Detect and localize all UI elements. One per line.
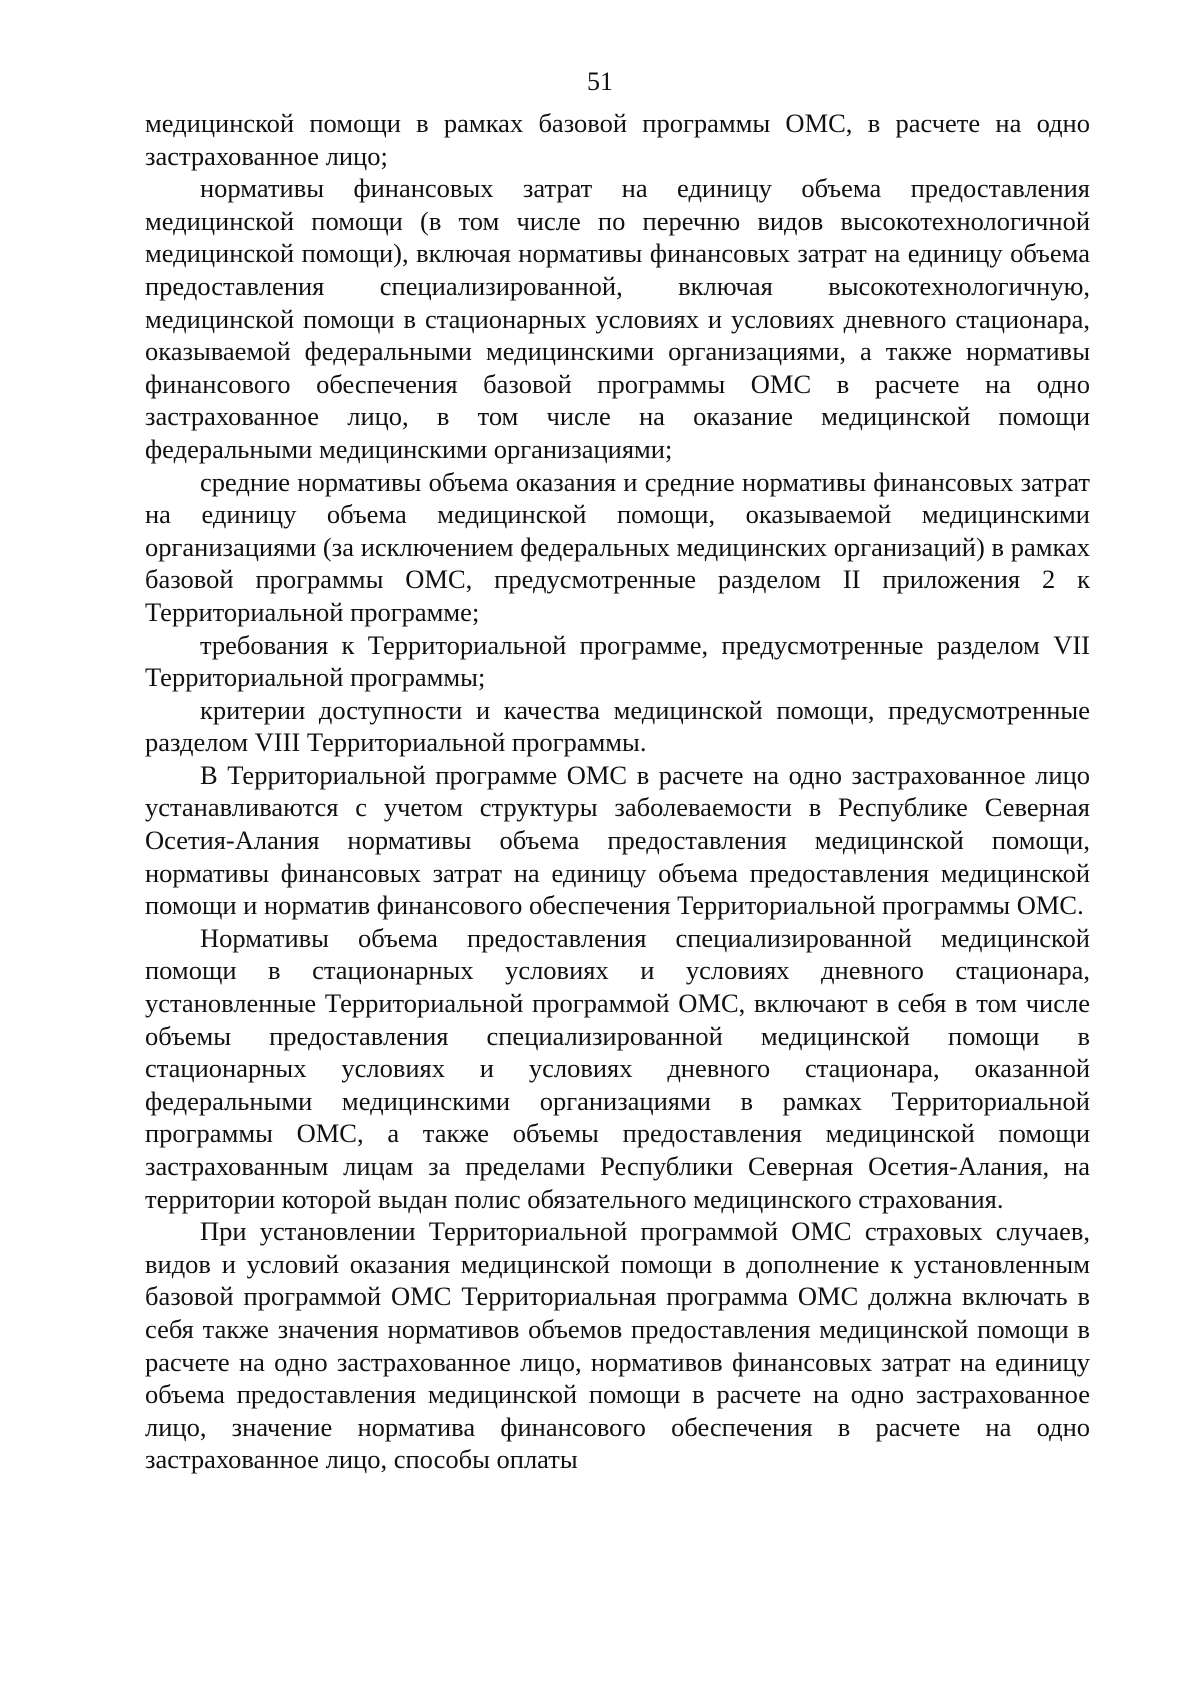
paragraph-continuation: медицинской помощи в рамках базовой программы ОМС, в расчете на одно застрахованное лицо;	[145, 108, 1090, 171]
paragraph-specialized-care-norms: Нормативы объема предоставления специализированной медицинской помощи в стационарных условиях и условиях дневного стационара, установленные Территориальной программой ОМС, включают в себя в том числе объемы предоставления специализированной медицинской помощи в стационарных условиях и условиях дневного стационара, оказанной федеральными медицинскими организациями в рамках Территориальной программы ОМС, а также объемы предоставления медицинской помощи застрахованным лицам за пределами Республики Северная Осетия-Алания, на территории которой выдан полис обязательного медицинского страхования.	[145, 922, 1090, 1214]
page-number: 51	[587, 67, 613, 96]
paragraph-average-norms: средние нормативы объема оказания и средние нормативы финансовых затрат на единицу объема медицинской помощи, оказываемой медицинскими организациями (за исключением федеральных медицинских организаций) в рамках базовой программы ОМС, предусмотренные разделом II приложения 2 к Территориальной программе;	[145, 466, 1090, 627]
document-body	[145, 107, 1090, 1476]
paragraph-financial-cost-norms: нормативы финансовых затрат на единицу объема предоставления медицинской помощи (в том числе по перечню видов высокотехнологичной медицинской помощи), включая нормативы финансовых затрат на единицу объема предоставления специализированной, включая высокотехнологичную, медицинской помощи в стационарных условиях и условиях дневного стационара, оказываемой федеральными медицинскими организациями, а также нормативы финансового обеспечения базовой программы ОМС в расчете на одно застрахованное лицо, в том числе на оказание медицинской помощи федеральными медицинскими организациями;	[145, 173, 1090, 464]
paragraph-additional-insurance-cases: При установлении Территориальной программой ОМС страховых случаев, видов и условий оказания медицинской помощи в дополнение к установленным базовой программой ОМС Территориальная программа ОМС должна включать в себя также значения нормативов объемов предоставления медицинской помощи в расчете на одно застрахованное лицо, нормативов финансовых затрат на единицу объема предоставления медицинской помощи в расчете на одно застрахованное лицо, значение норматива финансового обеспечения в расчете на одно застрахованное лицо, способы оплаты	[145, 1216, 1090, 1475]
paragraph-quality-criteria: критерии доступности и качества медицинской помощи, предусмотренные разделом VIII Территориальной программы.	[145, 694, 1090, 758]
paragraph-territorial-norms: В Территориальной программе ОМС в расчете на одно застрахованное лицо устанавливаются с учетом структуры заболеваемости в Республике Северная Осетия-Алания нормативы объема предоставления медицинской помощи, нормативы финансовых затрат на единицу объема предоставления медицинской помощи и норматив финансового обеспечения Территориальной программы ОМС.	[145, 759, 1090, 921]
paragraph-program-requirements: требования к Территориальной программе, предусмотренные разделом VII Территориальной программы;	[145, 629, 1090, 693]
